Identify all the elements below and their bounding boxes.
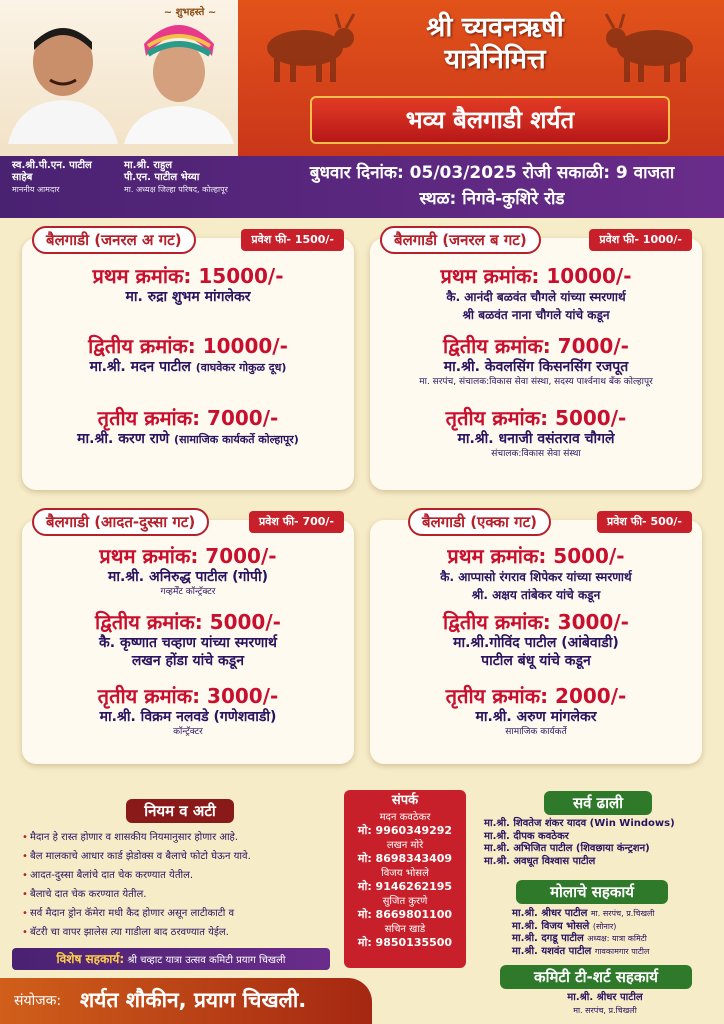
prize-first: प्रथम क्रमांक: 15000/- मा. रुद्रा शुभम मांगलेकर	[92, 264, 284, 305]
prize-second: द्वितीय क्रमांक: 7000/- मा.श्री. केवलसिंग किसनसिंग रजपूत मा. सरपंच, संचालक:विकास सेवा संस्था, सदस्य पार्श्वनाथ बँक कोल्हापूर	[419, 334, 653, 387]
category-name: बैलगाडी (आदत-दुस्सा गट)	[32, 508, 209, 536]
valuable-support-title: मोलाचे सहकार्य	[516, 880, 668, 904]
rule-item: • सर्व मैदान ड्रोन कॅमेरा मधी कैद होणार असून लाटीकाटी व	[22, 904, 342, 923]
organizer-bar: संयोजक: शर्यत शौकीन, प्रयाग चिखली.	[0, 978, 372, 1024]
contact-item: सचिन खाडे मो: 9850135500	[344, 924, 466, 950]
category-name: बैलगाडी (जनरल ब गट)	[380, 226, 541, 254]
sponsor-item: मा.श्री. दगडू पाटील अध्यक्ष: यात्रा कमिटी	[512, 933, 647, 944]
contact-item: विजय भोसले मो: 9146262195	[344, 868, 466, 894]
rule-item: • आदत-दुस्सा बैलांचे दात चेक करण्यात येतील.	[22, 866, 342, 885]
event-info-bar	[0, 156, 724, 218]
prize-third: तृतीय क्रमांक: 5000/- मा.श्री. धनाजी वसंतराव चौगले संचालक:विकास सेवा संस्था	[445, 406, 627, 459]
prize-second: द्वितीय क्रमांक: 10000/- मा.श्री. मदन पाटील (वाघवेकर गोकुळ दूध)	[88, 334, 288, 375]
sponsor-item: मा.श्री. अभिजित पाटील (शिवछाया कंन्ट्रशन)	[484, 843, 650, 854]
sponsor-item: मा.श्री. अवधूत विश्वास पाटील	[484, 855, 596, 867]
title-line-1: श्री च्यवनऋषी	[426, 12, 564, 43]
prize-first: प्रथम क्रमांक: 5000/- कै. आप्पासो रंगराव शिपेकर यांच्या स्मरणार्थ श्री. अक्षय तांबेकर यांचे कडून	[440, 544, 632, 602]
event-venue: स्थळ: निगवे-कुशिरे रोड	[419, 189, 565, 209]
sponsor-item-note: मा. सरपंच, प्र.चिखली	[573, 1005, 637, 1015]
category-card-adat-dussa	[22, 513, 354, 764]
tshirt-support-list	[540, 992, 670, 1017]
all-shields-list	[484, 818, 724, 868]
rule-item: • बैल मालकाचे आधार कार्ड झेडोक्स व बैलाचे फोटो घेऊन यावे.	[22, 847, 342, 866]
poster-header	[0, 0, 724, 156]
sponsor-item: मा.श्री. यशवंत पाटील गावकामगार पाटील	[512, 945, 650, 957]
blessing-label: ~ शुभहस्ते ~	[163, 7, 217, 18]
rule-item: • बॅटरी चा वापर झालेस त्या गाडीला बाद ठरवण्यात येईल.	[22, 923, 342, 942]
entry-fee-badge: प्रवेश फी- 1000/-	[589, 229, 692, 251]
tshirt-support-title: कमिटी टी-शर्ट सहकार्य	[500, 965, 692, 989]
valuable-support-list	[512, 908, 724, 958]
category-card-general-a	[22, 231, 354, 490]
event-ribbon: भव्य बैलगाडी शर्यत	[310, 96, 670, 144]
phone-number: मो: 9850135500	[357, 936, 453, 949]
sponsor-item: मा.श्री. विजय भोसले (सोनार)	[512, 920, 617, 932]
phone-number: मो: 8669801100	[357, 908, 453, 921]
prize-third: तृतीय क्रमांक: 7000/- मा.श्री. करण राणे (सामाजिक कार्यकर्ते कोल्हापूर)	[77, 406, 299, 447]
category-name: बैलगाडी (जनरल अ गट)	[32, 226, 196, 254]
rule-item: • मैदान हे रास्त होणार व शासकीय नियमानुसार होणार आहे.	[22, 828, 342, 847]
entry-fee-badge: प्रवेश फी- 1500/-	[241, 229, 344, 251]
special-support-bar: विशेष सहकार्य: श्री चव्हाट यात्रा उत्सव कमिटी प्रयाग चिखली	[12, 948, 330, 970]
sponsor-item: मा.श्री. शिवतेज शंकर यादव (Win Windows)	[484, 818, 675, 829]
rules-title: नियम व अटी	[126, 799, 234, 823]
person-2-caption: मा.श्री. राहुल पी.एन. पाटील भेय्या मा. अध्यक्ष जिल्हा परिषद, कोल्हापूर	[124, 160, 228, 194]
prize-first: प्रथम क्रमांक: 10000/- कै. आनंदी बळवंत चौगले यांच्या स्मरणार्थ श्री बळवंत नाना चौगले यांचे कडून	[440, 264, 632, 322]
portrait-person-1	[8, 14, 118, 144]
category-card-general-b	[370, 231, 702, 490]
contact-item: सुजित कुरणे मो: 8669801100	[344, 896, 466, 922]
prize-third: तृतीय क्रमांक: 3000/- मा.श्री. विक्रम नलवडे (गणेशवाडी) कॉन्ट्रॅक्टर	[97, 684, 279, 737]
rules-list	[22, 828, 342, 942]
sponsor-item: मा.श्री. दीपक कवठेकर	[484, 830, 569, 842]
all-shields-title: सर्व ढाली	[544, 791, 652, 815]
contact-box	[344, 790, 466, 968]
category-name: बैलगाडी (एक्का गट)	[408, 508, 551, 536]
phone-number: मो: 9960349292	[357, 824, 453, 837]
portrait-person-2	[124, 14, 234, 144]
phone-number: मो: 9146262195	[357, 880, 453, 893]
entry-fee-badge: प्रवेश फी- 700/-	[249, 511, 344, 533]
person-1-caption: स्व.श्री.पी.एन. पाटील साहेब माननीय आमदार	[12, 160, 92, 194]
event-date: बुधवार दिनांक: 05/03/2025 रोजी सकाळी: 9 वाजता	[309, 163, 675, 183]
sponsor-item: मा.श्री. श्रीधर पाटील	[567, 992, 643, 1003]
contact-title: संपर्क	[391, 793, 419, 808]
contact-item: मदन कवठेकर मो: 9960349292	[344, 812, 466, 838]
prize-third: तृतीय क्रमांक: 2000/- मा.श्री. अरुण मांगलेकर सामाजिक कार्यकर्ते	[445, 684, 627, 737]
rule-item: • बैलाचे दात चेक करण्यात येतील.	[22, 885, 342, 904]
contact-item: लखन मोरे मो: 8698343409	[344, 840, 466, 866]
title-line-2: यात्रेनिमित्त	[444, 44, 546, 75]
prize-second: द्वितीय क्रमांक: 5000/- कै. कृष्णात चव्हाण यांच्या स्मरणार्थ लखन होंडा यांचे कडून	[95, 610, 281, 669]
phone-number: मो: 8698343409	[357, 852, 453, 865]
prize-second: द्वितीय क्रमांक: 3000/- मा.श्री.गोविंद पाटील (आंबेवाडी) पाटील बंधू यांचे कडून	[443, 610, 629, 669]
entry-fee-badge: प्रवेश फी- 500/-	[597, 511, 692, 533]
prize-first: प्रथम क्रमांक: 7000/- मा.श्री. अनिरुद्ध पाटील (गोपी) गव्हर्मेंट कॉन्ट्रॅक्टर	[99, 544, 277, 597]
event-title	[300, 12, 690, 76]
sponsor-item: मा.श्री. श्रीधर पाटील मा. सरपंच, प्र.चिखली	[512, 908, 655, 919]
category-card-ekka	[370, 513, 702, 764]
